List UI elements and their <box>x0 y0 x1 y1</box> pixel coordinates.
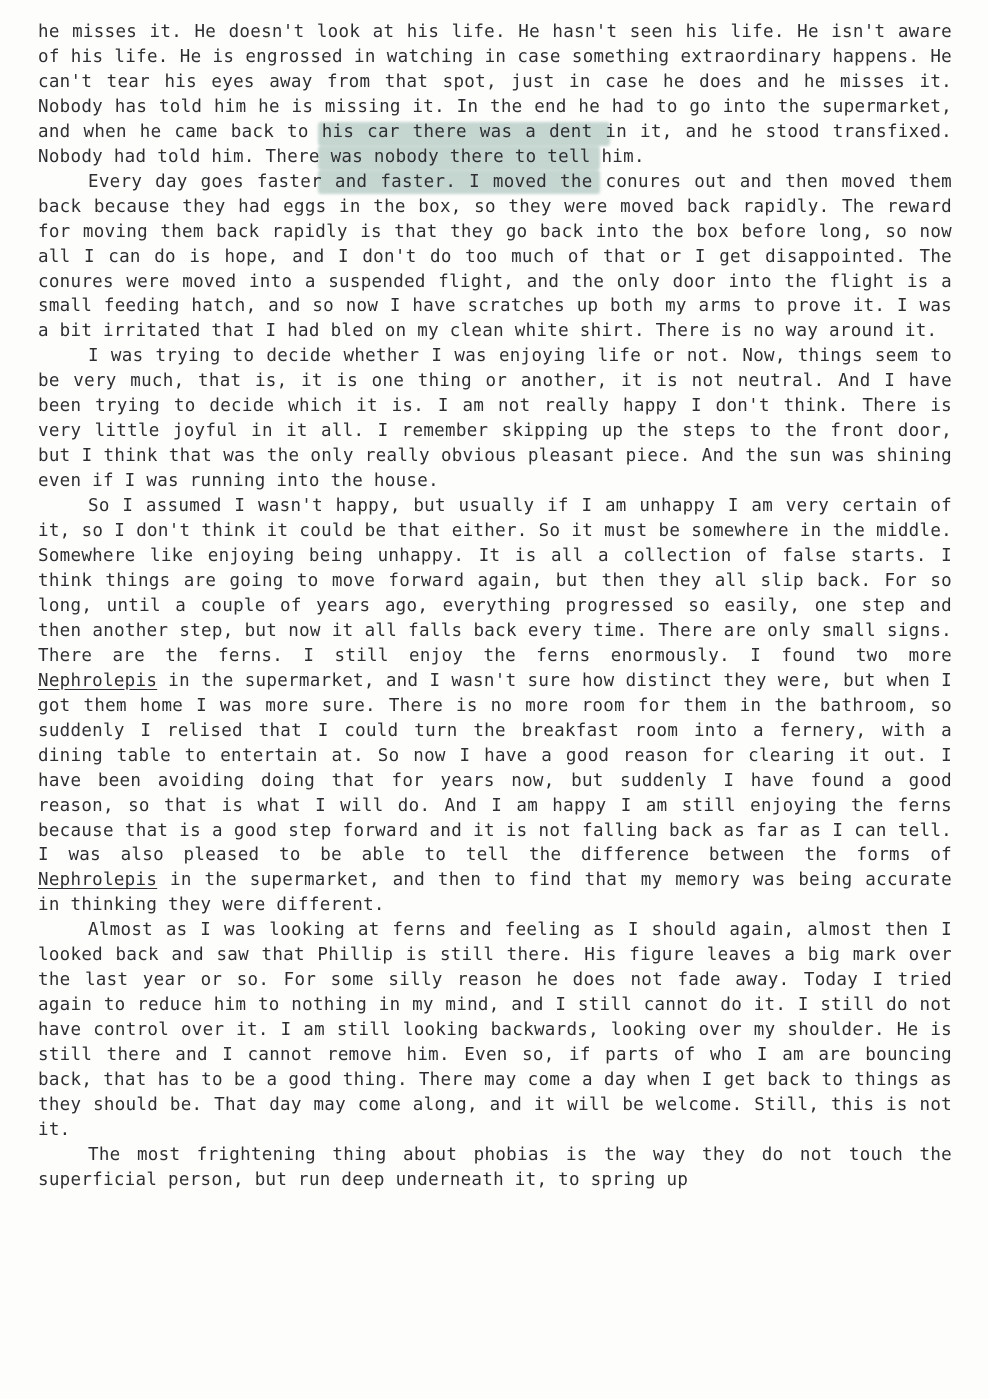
paragraph <box>38 918 952 1143</box>
text-run: The most frightening thing about phobias is the way they do not touch the superficial person, but run deep underneath it, to spring up <box>38 1144 952 1190</box>
text-run: So I assumed I wasn't happy, but usually if I am unhappy I am very certain of it, so I don't think it could be that either. So it must be somewhere in the middle. Somewhere like enjoying being unhappy. It is all a collection of false starts. I think things are going to move forward again, but then they all slip back. For so long, until a couple of years ago, everything progressed so easily, one step and then another step, but now it all falls back every time. There are only small signs. There are the ferns. I still enjoy the ferns enormously. I found two more <box>38 496 952 666</box>
text-run: he misses it. He doesn't look at his life. He hasn't seen his life. He isn't aware of his life. He is engrossed in watching in case something extraordinary happens. He can't tear his eyes away from that spot, just in case he does and he misses it. Nobody has told him he is missing it. In the end he had to go into the supermarket, and when he came back to his car there was a dent in it, and he stood transfixed. Nobody had told him. There was nobody there to tell him. <box>38 22 952 167</box>
paragraph <box>38 494 952 918</box>
paragraph <box>38 344 952 494</box>
underlined-term: Nephrolepis <box>38 670 158 691</box>
text-run: I was trying to decide whether I was enjoying life or not. Now, things seem to be very much, that is, it is one thing or another, it is not neutral. And I have been trying to decide which it is. I am not really happy I don't think. There is very little joyful in it all. I remember skipping up the steps to the front door, but I think that was the only really obvious pleasant piece. And the sun was shining even if I was running into the house. <box>38 346 952 492</box>
text-run: Almost as I was looking at ferns and feeling as I should again, almost then I looked back and saw that Phillip is still there. His figure leaves a big mark over the last year or so. For some silly reason he does not fade away. Today I tried again to reduce him to nothing in my mind, and I still cannot do it. I still do not have control over it. I am still looking backwards, looking over my shoulder. He is still there and I cannot remove him. Even so, if parts of who I am are bouncing back, that has to be a good thing. There may come a day when I get back to things as they should be. That day may come along, and it will be welcome. Still, this is not it. <box>38 920 952 1140</box>
text-run: in the supermarket, and I wasn't sure how distinct they were, but when I got them home I was more sure. There is no more room for them in the bathroom, so suddenly I relised that I could turn the breakfast room into a fernery, with a dining table to entertain at. So now I have a good reason for clearing it out. I have been avoiding doing that for years now, but suddenly I have found a good reason, so that is what I will do. And I am happy I am still enjoying the ferns because that is a good step forward and it is not falling back as far as I can tell. I was also pleased to be able to tell the difference between the forms of <box>38 670 952 866</box>
paragraph <box>38 20 952 170</box>
document-body <box>38 20 952 1193</box>
underlined-term: Nephrolepis <box>38 870 158 891</box>
typed-page <box>38 20 952 1193</box>
text-run: Every day goes faster and faster. I moved the conures out and then moved them back because they had eggs in the box, so they were moved back rapidly. The reward for moving them back rapidly is that they go back into the box before long, so now all I can do is hope, and I don't do too much of that or I get disappointed. The conures were moved into a suspended flight, and the only door into the flight is a small feeding hatch, and so now I have scratches up both my arms to prove it. I was a bit irritated that I had bled on my clean white shirt. There is no way around it. <box>38 171 952 342</box>
paragraph <box>38 170 952 345</box>
text-run: in the supermarket, and then to find that my memory was being accurate in thinking they were different. <box>38 870 952 916</box>
paragraph <box>38 1143 952 1193</box>
